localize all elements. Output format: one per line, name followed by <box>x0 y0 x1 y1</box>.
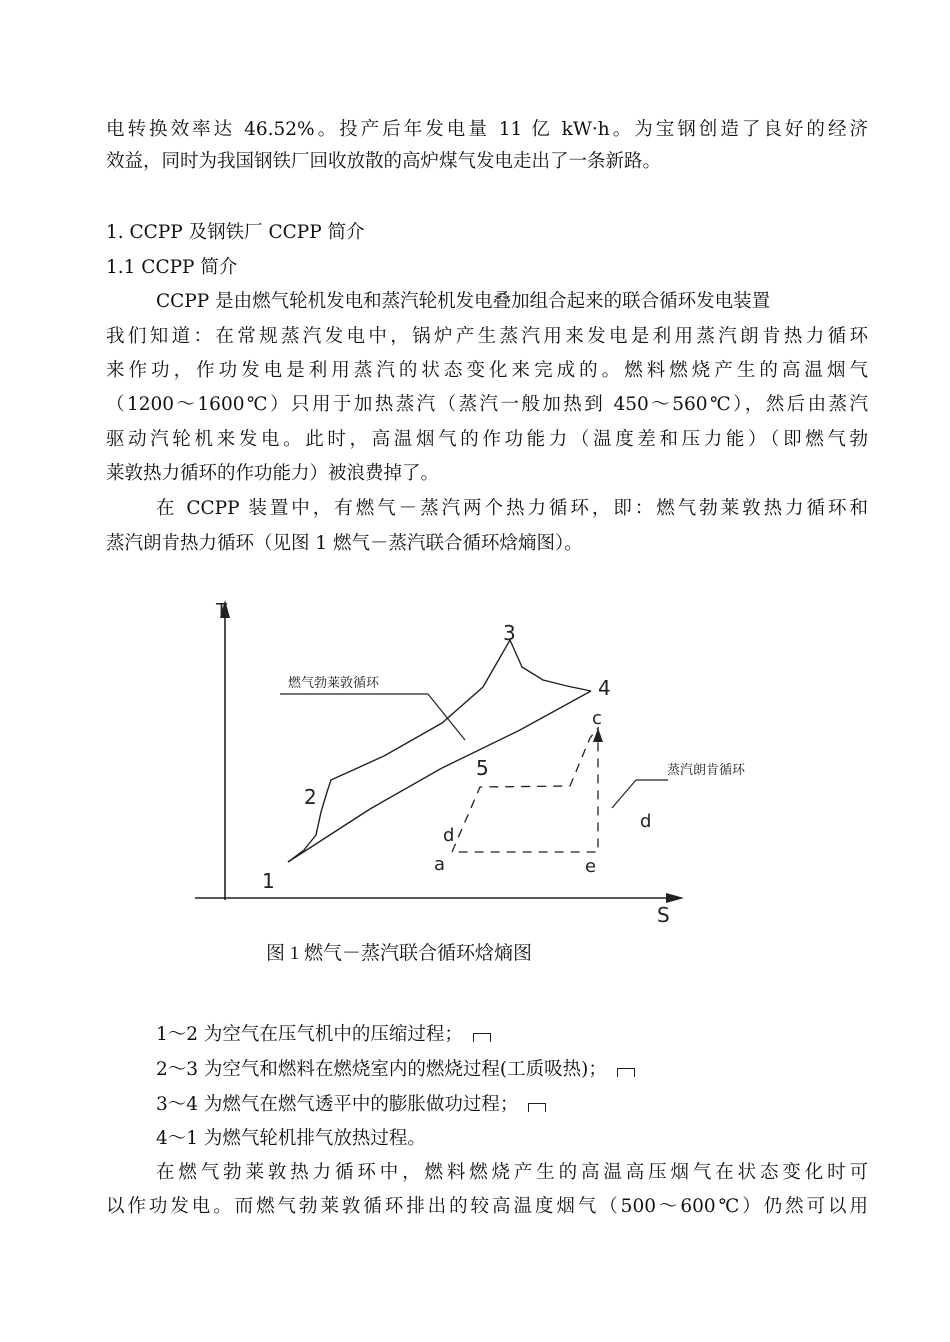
brayton-curve-lower <box>288 691 591 862</box>
text-line: 莱敦热力循环的作功能力）被浪费掉了。 <box>106 463 440 484</box>
text-line: 电转换效率达 46.52%。投产后年发电量 11 亿 kW·h。为宝钢创造了良好的经济 <box>106 119 868 140</box>
ts-diagram <box>180 590 746 930</box>
point-5-label: 5 <box>476 756 489 780</box>
rankine-curve <box>452 728 598 852</box>
text-line: 效益，同时为我国钢铁厂回收放散的高炉煤气发电走出了一条新路。 <box>106 151 662 172</box>
text-line: 我们知道：在常规蒸汽发电中，锅炉产生蒸汽用来发电是利用蒸汽朗肯热力循环 <box>106 326 868 347</box>
brayton-label: 燃气勃莱敦循环 <box>288 676 380 691</box>
point-2-label: 2 <box>304 785 317 809</box>
bracket-mark-icon <box>617 1068 635 1077</box>
figure-caption: 图 1 燃气－蒸汽联合循环焓熵图 <box>266 943 533 964</box>
list-item <box>156 1058 635 1082</box>
list-item <box>156 1127 426 1151</box>
rankine-label: 蒸汽朗肯循环 <box>667 763 746 778</box>
text-line: 驱动汽轮机来发电。此时，高温烟气的作功能力（温度差和压力能）（即燃气勃 <box>106 429 868 450</box>
s-axis-label: S <box>657 903 670 927</box>
list-item-text: 3～4 为燃气在燃气透平中的膨胀做功过程； <box>156 1094 519 1115</box>
list-item-text: 1～2 为空气在压气机中的压缩过程； <box>156 1024 463 1045</box>
list-item-text: 4～1 为燃气轮机排气放热过程。 <box>156 1128 426 1149</box>
bracket-mark-icon <box>473 1033 491 1042</box>
s-axis-arrow <box>666 893 684 903</box>
point-a-label: a <box>434 854 446 875</box>
text-line: 以作功发电。而燃气勃莱敦循环排出的较高温度烟气（500～600℃）仍然可以用 <box>106 1196 868 1217</box>
point-3-label: 3 <box>503 621 516 645</box>
point-d2-label: d <box>640 811 652 832</box>
t-axis-label: T <box>216 600 227 621</box>
list-item <box>156 1023 491 1047</box>
text-line: 蒸汽朗肯热力循环（见图 1 燃气－蒸汽联合循环焓熵图）。 <box>106 533 583 554</box>
text-line: 来作功，作功发电是利用蒸汽的状态变化来完成的。燃料燃烧产生的高温烟气 <box>106 360 868 381</box>
brayton-leader <box>428 694 465 740</box>
ts-diagram-svg <box>180 590 746 930</box>
rankine-arrow <box>593 728 603 742</box>
subsection-heading: 1.1 CCPP 简介 <box>106 257 238 278</box>
point-c-label: c <box>592 708 602 729</box>
text-line: 在燃气勃莱敦热力循环中，燃料燃烧产生的高温高压烟气在状态变化时可 <box>156 1162 868 1183</box>
bracket-mark-icon <box>528 1103 546 1112</box>
section-heading: 1. CCPP 及钢铁厂 CCPP 简介 <box>106 222 365 243</box>
point-e-label: e <box>585 856 597 877</box>
brayton-curve-upper <box>288 640 591 862</box>
text-line: CCPP 是由燃气轮机发电和蒸汽轮机发电叠加组合起来的联合循环发电装置 <box>156 291 771 312</box>
rankine-leader <box>612 780 636 808</box>
point-1-label: 1 <box>262 869 275 893</box>
text-line: （1200～1600℃）只用于加热蒸汽（蒸汽一般加热到 450～560℃），然后由蒸汽 <box>106 394 868 415</box>
list-item-text: 2～3 为空气和燃料在燃烧室内的燃烧过程(工质吸热)； <box>156 1059 607 1080</box>
list-item <box>156 1093 546 1117</box>
text-line: 在 CCPP 装置中，有燃气－蒸汽两个热力循环，即：燃气勃莱敦热力循环和 <box>156 498 868 519</box>
point-d1-label: d <box>443 825 455 846</box>
point-4-label: 4 <box>598 676 611 700</box>
